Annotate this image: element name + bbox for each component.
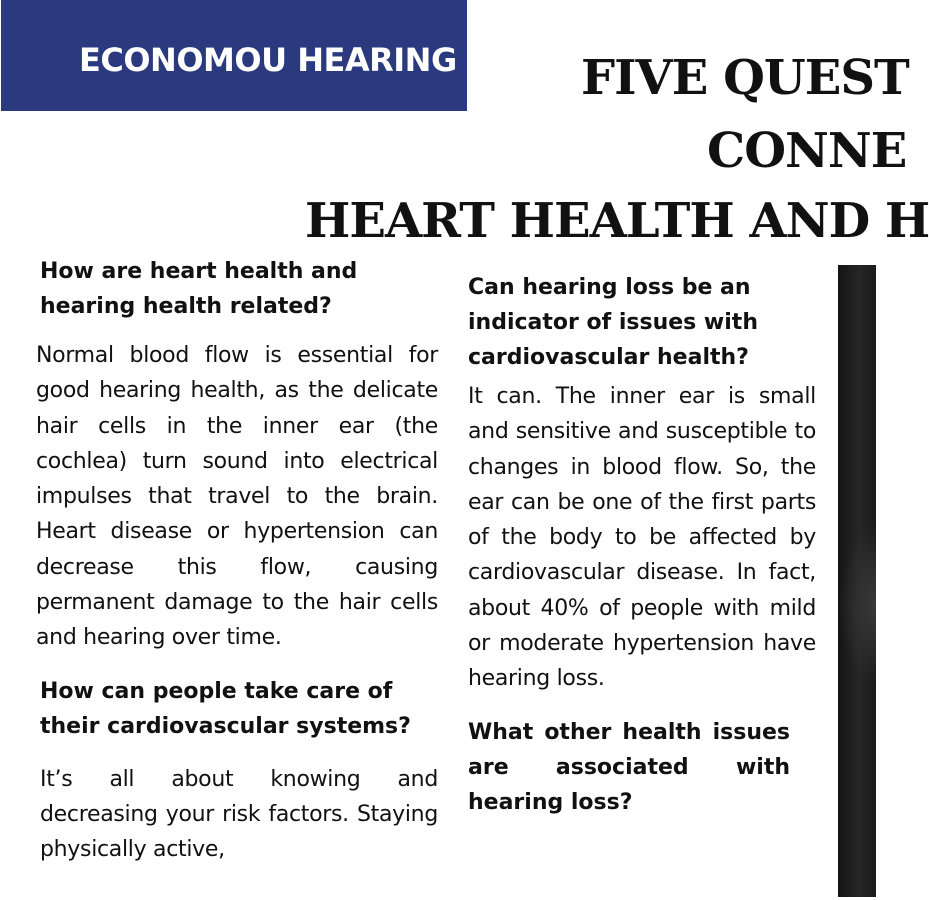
headline-line-1: FIVE QUEST <box>581 50 909 106</box>
brand-banner <box>1 0 467 111</box>
answer-heart-hearing-related: Normal blood flow is essential for good hearing health, as the delicate hair cells in the inner ear (the cochlea) turn sound into electrical impulses that travel to the brain. Heart disease or hypertension can decrease this flow, causing permanent damage to the hair cells and hearing over time. <box>36 343 438 651</box>
question-hearing-loss-indicator: Can hearing loss be an indicator of issues with cardiovascular health? <box>468 275 758 370</box>
question-heart-hearing-related: How are heart health and hearing health related? <box>40 259 358 319</box>
question-other-health-issues: What other health issues are associated with hearing loss? <box>468 719 790 815</box>
answer-hearing-loss-indicator: It can. The inner ear is small and sensitive and susceptible to changes in blood flow. So, the ear can be one of the first parts of the body to be affected by cardiovascular disease. In fact, about 40% of people with mild or moderate hypertension have hearing loss. <box>468 384 816 692</box>
answer-cardiovascular-care: It’s all about knowing and decreasing your risk factors. Staying physically active, <box>40 766 438 863</box>
cropped-photo <box>838 265 876 897</box>
brand-name: ECONOMOU HEARING <box>79 41 457 79</box>
question-cardiovascular-care: How can people take care of their cardiovascular systems? <box>40 678 411 739</box>
right-column <box>468 270 816 820</box>
headline-line-2: CONNE <box>707 123 907 179</box>
left-column <box>36 254 438 868</box>
photo-shading <box>838 525 876 685</box>
headline-line-3: HEART HEALTH AND H <box>305 193 929 249</box>
